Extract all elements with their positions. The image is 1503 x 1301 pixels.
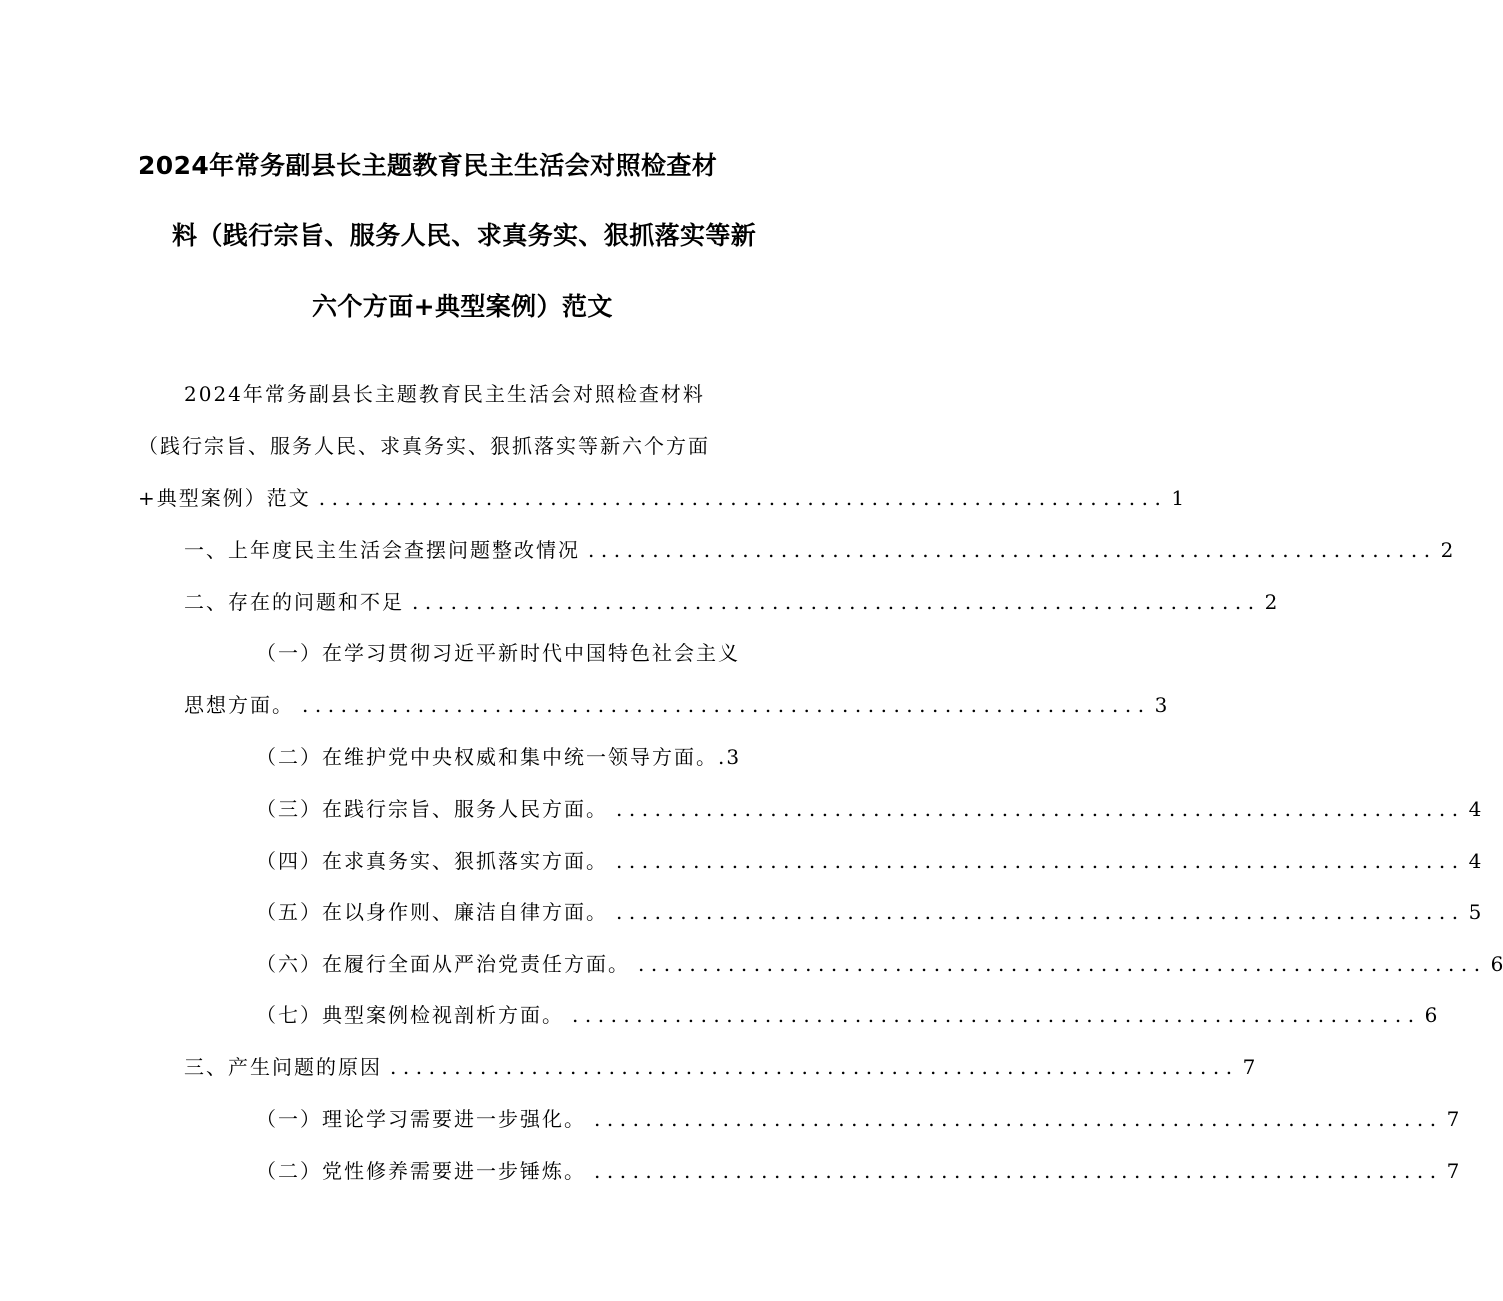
document-title-line-3: 六个方面+典型案例）范文: [312, 292, 613, 321]
toc-entry-title-end[interactable]: [138, 486, 1185, 510]
toc-page-number: 3: [1154, 693, 1168, 717]
dot-leader: ..................................................................: [588, 538, 1437, 562]
dot-leader: ..................................................................: [318, 486, 1168, 510]
toc-page-number: 7: [1446, 1159, 1460, 1183]
toc-entry-section-2[interactable]: [184, 590, 1278, 614]
toc-entry-section-2-7[interactable]: [256, 1003, 1438, 1027]
toc-entry-section-2-2[interactable]: （二）在维护党中央权威和集中统一领导方面。.3: [256, 745, 742, 769]
toc-entry-label: （一）理论学习需要进一步强化。: [256, 1107, 586, 1131]
dot-leader: ..................................................................: [616, 849, 1465, 873]
toc-entry-label: 二、存在的问题和不足: [184, 590, 404, 614]
dot-leader: ..................................................................: [616, 900, 1465, 924]
toc-entry-section-2-4[interactable]: [256, 849, 1482, 873]
toc-entry-label: +典型案例）范文: [138, 486, 311, 510]
toc-head-line-1: 2024年常务副县长主题教育民主生活会对照检查材料: [184, 382, 705, 406]
toc-entry-section-2-6[interactable]: [256, 952, 1503, 976]
dot-leader: ..................................................................: [594, 1107, 1443, 1131]
document-title-line-2: 料（践行宗旨、服务人民、求真务实、狠抓落实等新: [172, 221, 757, 250]
dot-leader: ..................................................................: [302, 693, 1151, 717]
toc-page-number: 6: [1424, 1003, 1438, 1027]
toc-page-number: 4: [1468, 849, 1482, 873]
toc-entry-label: 思想方面。: [184, 693, 294, 717]
toc-entry-section-2-1-line-2[interactable]: [184, 693, 1168, 717]
toc-entry-label: （七）典型案例检视剖析方面。: [256, 1003, 564, 1027]
toc-page-number: 7: [1446, 1107, 1460, 1131]
toc-entry-label: （三）在践行宗旨、服务人民方面。: [256, 797, 608, 821]
toc-entry-section-3-1[interactable]: [256, 1107, 1460, 1131]
toc-page-number: 7: [1242, 1055, 1256, 1079]
toc-entry-label: （六）在履行全面从严治党责任方面。: [256, 952, 630, 976]
dot-leader: ..................................................................: [616, 797, 1465, 821]
dot-leader: ..................................................................: [594, 1159, 1443, 1183]
document-title-line-1: 2024年常务副县长主题教育民主生活会对照检查材: [138, 151, 718, 180]
toc-entry-section-3-2[interactable]: [256, 1159, 1460, 1183]
toc-page-number: 6: [1490, 952, 1503, 976]
toc-entry-label: （五）在以身作则、廉洁自律方面。: [256, 900, 608, 924]
toc-page-number: 4: [1468, 797, 1482, 821]
toc-page-number: 2: [1440, 538, 1454, 562]
toc-entry-label: （二）党性修养需要进一步锤炼。: [256, 1159, 586, 1183]
toc-page-number: 5: [1468, 900, 1482, 924]
dot-leader: ..................................................................: [390, 1055, 1239, 1079]
toc-entry-label: （四）在求真务实、狠抓落实方面。: [256, 849, 608, 873]
toc-entry-section-2-3[interactable]: [256, 797, 1482, 821]
toc-page-number: 1: [1171, 486, 1185, 510]
toc-entry-label: 三、产生问题的原因: [184, 1055, 382, 1079]
toc-head-line-2: （践行宗旨、服务人民、求真务实、狠抓落实等新六个方面: [138, 434, 710, 458]
dot-leader: ..................................................................: [572, 1003, 1421, 1027]
dot-leader: ..................................................................: [412, 590, 1261, 614]
toc-entry-section-2-1-line-1[interactable]: （一）在学习贯彻习近平新时代中国特色社会主义: [256, 641, 740, 665]
dot-leader: ..................................................................: [638, 952, 1487, 976]
toc-entry-label: 一、上年度民主生活会查摆问题整改情况: [184, 538, 580, 562]
toc-page-number: 2: [1264, 590, 1278, 614]
toc-entry-section-3[interactable]: [184, 1055, 1256, 1079]
toc-entry-section-1[interactable]: [184, 538, 1454, 562]
toc-entry-section-2-5[interactable]: [256, 900, 1482, 924]
